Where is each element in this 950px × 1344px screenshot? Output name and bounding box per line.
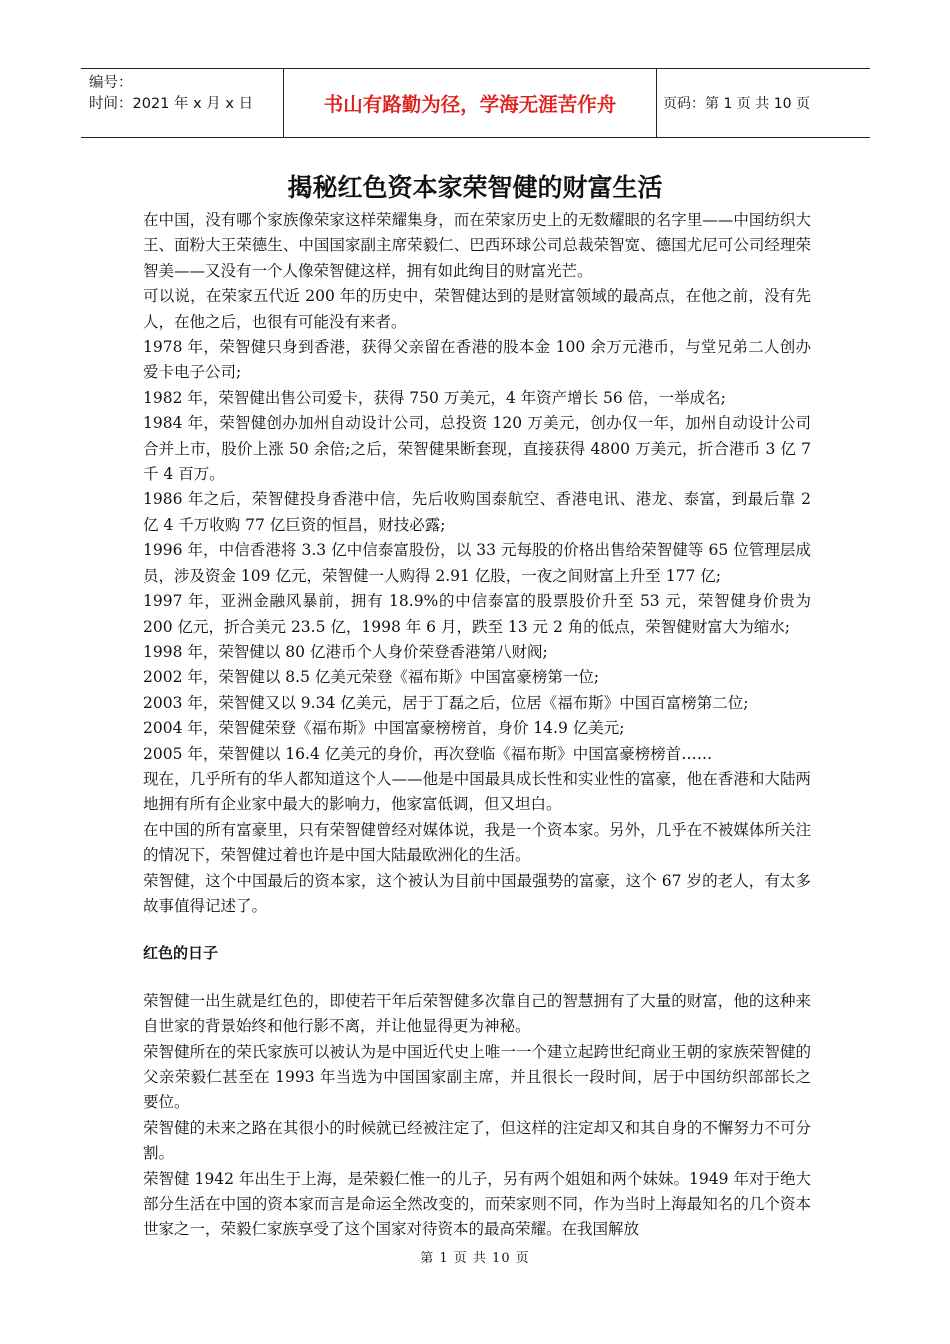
document-title: 揭秘红色资本家荣智健的财富生活 bbox=[287, 173, 663, 202]
paragraph: 1998 年，荣智健以 80 亿港币个人身价荣登香港第八财阀; bbox=[143, 642, 548, 661]
paragraph: 荣智健，这个中国最后的资本家，这个被认为目前中国最强势的富豪，这个 67 岁的老人，有太多故事值得记述了。 bbox=[143, 871, 811, 915]
paragraph: 在中国，没有哪个家族像荣家这样荣耀集身，而在荣家历史上的无数耀眼的名字里——中国纺织大王、面粉大王荣德生、中国国家副主席荣毅仁、巴西环球公司总裁荣智宽、德国尤尼可公司经理荣智美——又没有一个人像荣智健这样，拥有如此绚目的财富光芒。 bbox=[143, 211, 811, 280]
paragraph: 2002 年，荣智健以 8.5 亿美元荣登《福布斯》中国富豪榜第一位; bbox=[143, 668, 600, 687]
document-number-label: 编号： bbox=[89, 75, 133, 91]
section-paragraph: 荣智健的未来之路在其很小的时候就已经被注定了，但这样的注定却又和其自身的不懈努力不可分割。 bbox=[143, 1118, 811, 1163]
paragraph: 2004 年，荣智健荣登《福布斯》中国富豪榜榜首，身价 14.9 亿美元; bbox=[143, 719, 625, 738]
page-footer: 第 1 页 共 10 页 bbox=[420, 1251, 530, 1266]
paragraph: 1986 年之后，荣智健投身香港中信，先后收购国泰航空、香港电讯、港龙、泰富，到最后靠 2 亿 4 千万收购 77 亿巨资的恒昌，财技必露; bbox=[143, 490, 811, 534]
document-body bbox=[143, 208, 811, 1243]
paragraph: 现在，几乎所有的华人都知道这个人——他是中国最具成长性和实业性的富豪，他在香港和大陆两地拥有所有企业家中最大的影响力，他家富低调，但又坦白。 bbox=[143, 769, 811, 814]
paragraph: 1997 年，亚洲金融风暴前，拥有 18.9%的中信泰富的股票股价升至 53 元，荣智健身价贵为 200 亿元，折合美元 23.5 亿，1998 年 6 月，跌至 13 元 2 角的低点，荣智健财富大为缩水; bbox=[143, 592, 811, 636]
paragraph: 2003 年，荣智健又以 9.34 亿美元，居于丁磊之后，位居《福布斯》中国百富榜第二位; bbox=[143, 693, 749, 712]
paragraph: 1982 年，荣智健出售公司爱卡，获得 750 万美元，4 年资产增长 56 倍，一举成名; bbox=[143, 388, 726, 407]
section-paragraph: 荣智健所在的荣氏家族可以被认为是中国近代史上唯一一个建立起跨世纪商业王朝的家族荣智健的父亲荣毅仁甚至在 1993 年当选为中国国家副主席，并且很长一段时间，居于中国纺织部部长之要位。 bbox=[143, 1042, 811, 1112]
document-time-label: 时间：2021 年 x 月 x 日 bbox=[89, 96, 254, 112]
paragraph: 可以说，在荣家五代近 200 年的历史中，荣智健达到的是财富领域的最高点，在他之前，没有先人，在他之后，也很有可能没有来者。 bbox=[143, 287, 811, 331]
paragraph: 2005 年，荣智健以 16.4 亿美元的身价，再次登临《福布斯》中国富豪榜榜首…… bbox=[143, 744, 713, 763]
paragraph: 1984 年，荣智健创办加州自动设计公司，总投资 120 万美元，创办仅一年，加州自动设计公司合并上市，股价上涨 50 余倍;之后，荣智健果断套现，直接获得 4800 万美元，折合港币 3 亿 7 千 4 百万。 bbox=[143, 414, 811, 484]
header-table bbox=[81, 68, 870, 138]
header-motto: 书山有路勤为径，学海无涯苦作舟 bbox=[283, 69, 657, 137]
paragraph: 在中国的所有富豪里，只有荣智健曾经对媒体说，我是一个资本家。另外，几乎在不被媒体所关注的情况下，荣智健过着也许是中国大陆最欧洲化的生活。 bbox=[143, 820, 811, 865]
section-paragraph: 荣智健 1942 年出生于上海，是荣毅仁惟一的儿子，另有两个姐姐和两个妹妹。1949 年对于绝大部分生活在中国的资本家而言是命运全然改变的，而荣家则不同，作为当时上海最知名的几个资本世家之一，荣毅仁家族享受了这个国家对待资本的最高荣耀。在我国解放 bbox=[143, 1169, 811, 1239]
section-heading: 红色的日子 bbox=[143, 944, 219, 963]
section-paragraph: 荣智健一出生就是红色的，即使若干年后荣智健多次靠自己的智慧拥有了大量的财富，他的这种来自世家的背景始终和他行影不离，并让他显得更为神秘。 bbox=[143, 991, 811, 1036]
paragraph: 1978 年，荣智健只身到香港，获得父亲留在香港的股本金 100 余万元港币，与堂兄弟二人创办爱卡电子公司; bbox=[143, 338, 811, 382]
header-page-info: 页码：第 1 页 共 10 页 bbox=[663, 96, 810, 112]
paragraph: 1996 年，中信香港将 3.3 亿中信泰富股份，以 33 元每股的价格出售给荣智健等 65 位管理层成员，涉及资金 109 亿元，荣智健一人购得 2.91 亿股，一夜之间财富上升至 177 亿; bbox=[143, 541, 811, 585]
header-meta bbox=[81, 69, 283, 137]
